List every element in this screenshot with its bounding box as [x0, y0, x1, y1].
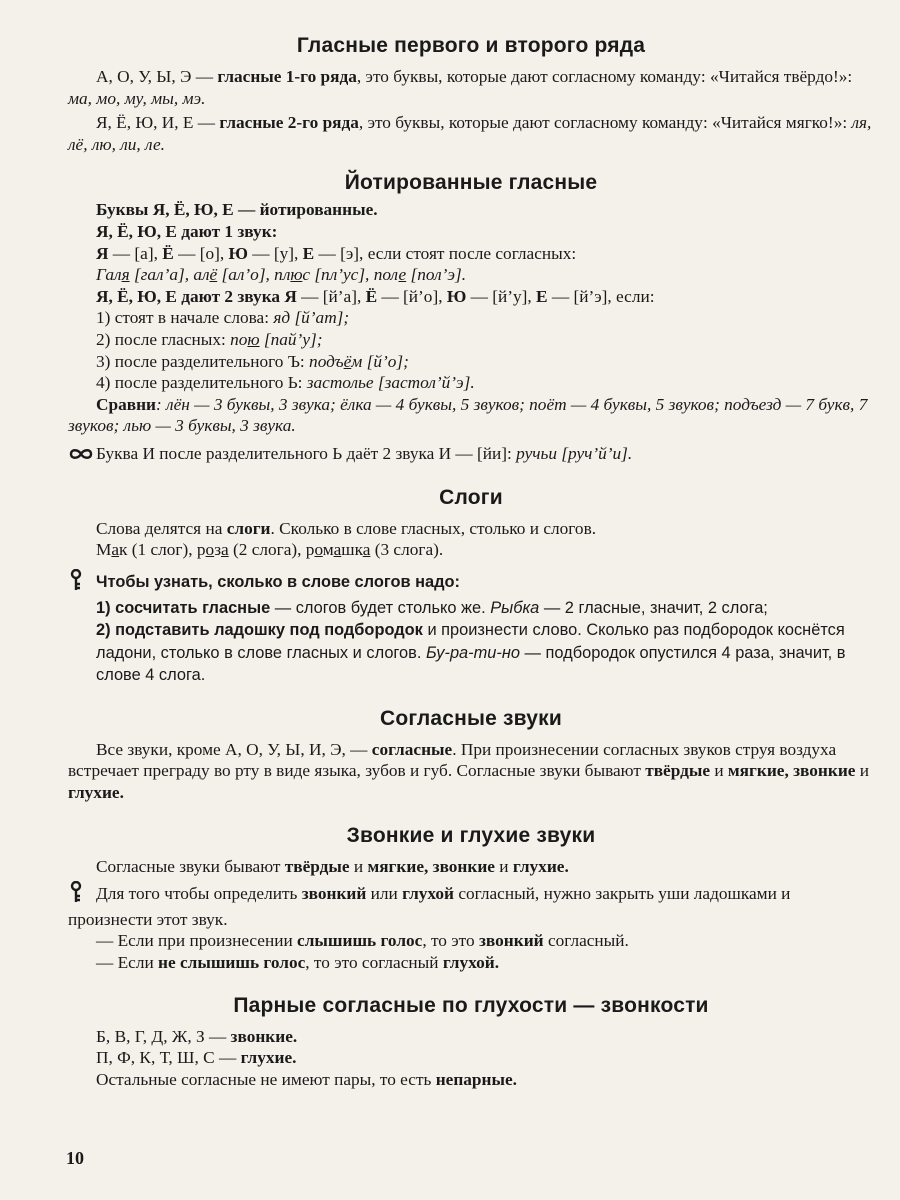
voiced-line-3: — Если при произнесении слышишь голос, то это звонкий согласный.: [96, 931, 629, 951]
key-icon: [68, 569, 96, 597]
iotated-note: Буква И после разделительного Ь даёт 2 звука И — [йи]: ручьи [руч’й’и].: [68, 443, 874, 466]
pairs-voiced: Б, В, Г, Д, Ж, З — звонкие.: [96, 1026, 298, 1046]
section-title-syllables: Слоги: [439, 485, 503, 509]
infinity-icon: [68, 444, 96, 466]
voiced-line-2: Для того чтобы определить звонкий или глухой согласный, нужно закрыть уши ладошками и произнести этот звук.: [68, 881, 874, 930]
section-title-iotated: Йотированные гласные: [344, 171, 598, 195]
voiced-line-4: — Если не слышишь голос, то это согласный глухой.: [96, 953, 500, 973]
section-title-vowel-rows: Гласные первого и второго ряда: [296, 34, 646, 57]
paragraph-first-row: А, О, У, Ы, Э — гласные 1-го ряда, это буквы, которые дают согласному командy: «Читайся твёрдо!»: ма, мо, му, мы, мэ.: [68, 67, 853, 108]
iotated-rule-1: 1) стоят в начале слова: яд [й’ат];: [96, 308, 350, 328]
iotated-rule-4: 4) после разделительного Ь: застолье [застол’й’э].: [96, 373, 475, 393]
voiced-line-1: Согласные звуки бывают твёрдые и мягкие, звонкие и глухие.: [96, 856, 569, 876]
iotated-rule-3: 3) после разделительного Ъ: подъём [й’о];: [96, 351, 409, 371]
syllables-step-2: 2) подставить ладошку под подбородок и произнести слово. Сколько раз подбородок коснётся ладони, столько в слове гласных и слогов. Бу-ра-ти-но — подбородок опустился 4 раза, значит, в слове 4 слога.: [96, 621, 846, 685]
pairs-voiceless: П, Ф, К, Т, Ш, С — глухие.: [96, 1048, 297, 1068]
iotated-line-3: Я — [а], Ё — [о], Ю — [у], Е — [э], если стоят после согласных:: [96, 243, 577, 263]
syllables-howto: Чтобы узнать, сколько в слове слогов надо:: [68, 569, 874, 597]
key-icon: [68, 881, 96, 909]
page-number: 10: [66, 1148, 84, 1168]
iotated-compare: Сравни: лён — 3 буквы, 3 звука; ёлка — 4 буквы, 5 звуков; поёт — 4 буквы, 5 звуков; подъезд — 7 букв, 7 звуков; лью — 3 буквы, 3 звука.: [68, 394, 868, 436]
consonants-paragraph: Все звуки, кроме А, О, У, Ы, И, Э, — согласные. При произнесении согласных звуков струя воздуха встречает преграду во рту в виде языка, зубов и губ. Согласные звуки бывают твёрдые и мягкие, звонкие и глухие.: [68, 739, 870, 803]
syllables-step-1: 1) сосчитать гласные — слогов будет столько же. Рыбка — 2 гласные, значит, 2 слога;: [96, 598, 768, 617]
syllables-examples: Мак (1 слог), роза (2 слога), ромашка (3 слога).: [96, 540, 444, 560]
iotated-examples-1: Галя [гал’а], алё [ал’о], плюс [пл’ус], поле [пол’э].: [96, 265, 467, 285]
iotated-rule-2: 2) после гласных: пою [пай’у];: [96, 329, 323, 349]
iotated-line-1: Буквы Я, Ё, Ю, Е — йотированные.: [96, 200, 378, 220]
paragraph-second-row: Я, Ё, Ю, И, Е — гласные 2-го ряда, это буквы, которые дают согласному командy: «Читайся мягко!»: ля, лё, лю, ли, ле.: [68, 113, 872, 154]
iotated-line-5: Я, Ё, Ю, Е дают 2 звука Я — [й’а], Ё — [й’о], Ю — [й’у], Е — [й’э], если:: [96, 286, 655, 306]
section-title-voiced-voiceless: Звонкие и глухие звуки: [346, 823, 596, 847]
section-title-consonants: Согласные звуки: [380, 706, 562, 730]
iotated-line-2: Я, Ё, Ю, Е дают 1 звук:: [96, 221, 278, 241]
syllables-line-1: Слова делятся на слоги. Сколько в слове гласных, столько и слогов.: [96, 518, 597, 538]
page: [68, 34, 874, 1090]
pairs-unpaired: Остальные согласные не имеют пары, то есть непарные.: [96, 1069, 517, 1089]
section-title-pairs: Парные согласные по глухости — звонкости: [233, 993, 709, 1017]
